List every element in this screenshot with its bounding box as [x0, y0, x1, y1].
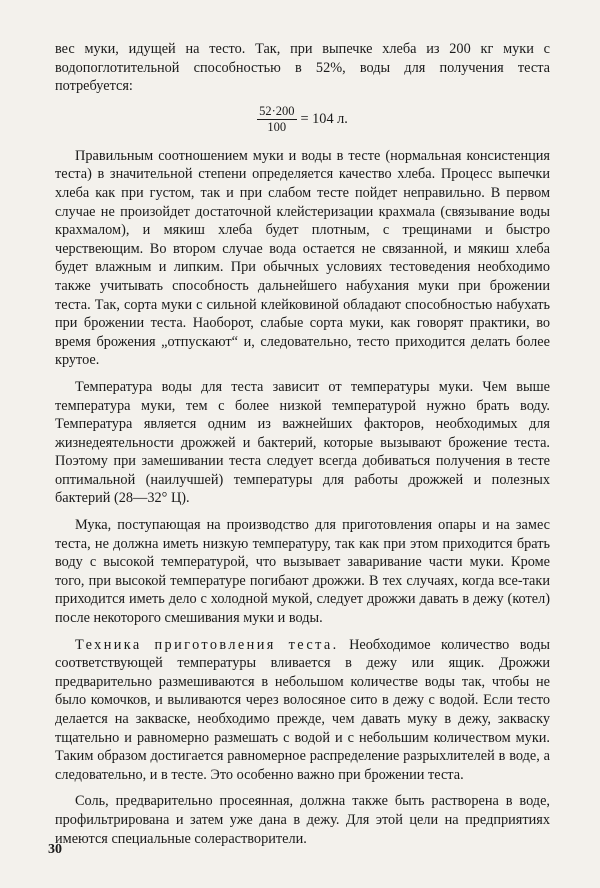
paragraph-flour-temperature: Мука, поступающая на производство для приготовления опары и на замес теста, не должна иметь низкую температуру, так как при этом приходится брать воду с высокой температурой, что вызывает заваривание части муки. Кроме того, при высокой температуре погибают дрожжи. В тех случаях, когда все-таки приходится иметь дело с холодной мукой, следует дрожжи давать в дежу (котел) после некоторого смешивания муки и воды.	[55, 517, 550, 627]
technique-heading: Техника приготовления теста.	[75, 636, 339, 653]
formula-denominator: 100	[267, 119, 287, 134]
formula-result: = 104 л.	[300, 110, 348, 127]
paragraph-salt: Соль, предварительно просеянная, должна также быть растворена в воде, профильтрирована и затем уже дана в дежу. Для этой цели на предприятиях имеются специальные солерастворители.	[55, 793, 550, 847]
intro-paragraph: вес муки, идущей на тесто. Так, при выпечке хлеба из 200 кг муки с водопоглотительной способностью в 52%, воды для получения теста потребуется:	[55, 41, 550, 95]
paragraph-water-temperature: Температура воды для теста зависит от температуры муки. Чем выше температура муки, тем с более низкой температурой нужно брать воду. Температура является одним из важнейших факторов, необходимых для жизнедеятельности дрожжей и бактерий, которые вызывают брожение теста. Поэтому при замешивании теста следует всегда добиваться получения в тесте оптимальной (наилучшей) температуры для работы дрожжей и полезных бактерий (28—32° Ц).	[55, 378, 550, 507]
technique-body: Необходимое количество воды соответствующей температуры вливается в дежу или ящик. Дрожжи предварительно размешиваются в небольшом количестве воды так, чтобы не было комочков, и выливаются через волосяное сито в дежу с водой. Если тесто делается на закваске, необходимо прежде, чем давать муку в дежу, закваску тщательно и равномерно размешать с водой и с небольшим количеством муки. Таким образом достигается равномерное распределение разрыхлителей в воде, а следовательно, и в тесте. Это особенно важно при брожении теста.	[55, 636, 551, 783]
formula	[55, 104, 550, 135]
paragraph-consistency: Правильным соотношением муки и воды в тесте (нормальная консистенция теста) в значительной степени определяется качество хлеба. Процесс выпечки хлеба как при густом, так и при слабом тесте пойдет неправильно. В первом случае не произойдет достаточной клейстеризации крахмала (связывание воды крахмалом), и мякиш хлеба будет плотным, с трещинами и быстро черствеющим. Во втором случае вода остается не связанной, и мякиш хлеба будет влажным и липким. При обычных условиях тестоведения необходимо также учитывать способность дальнейшего набухания муки при брожении теста. Так, сорта муки с сильной клейковиной обладают способностью набухать при брожении теста. Наоборот, слабые сорта муки, как говорят практики, во время брожения „отпускают“ и, следовательно, тесто приходится делать более крутое.	[55, 147, 550, 369]
formula-fraction	[257, 104, 296, 135]
paragraph-technique	[55, 636, 550, 785]
formula-numerator: 52·200	[259, 103, 295, 118]
page-number: 30	[48, 842, 62, 857]
